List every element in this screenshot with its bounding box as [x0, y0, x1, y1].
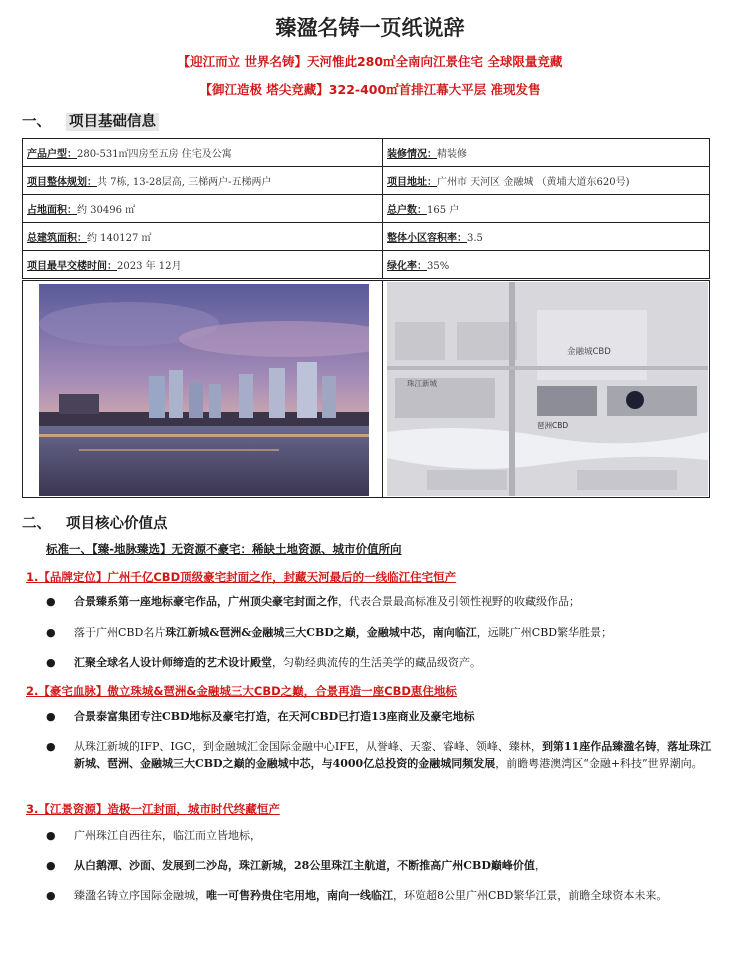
- cell-label: 整体小区容积率：: [387, 233, 467, 244]
- text: ，远眺广州CBD繁华胜景；: [476, 626, 613, 639]
- list-item: [46, 827, 712, 844]
- project-info-table: [22, 138, 710, 279]
- text: 从珠江新城的IFP、IGC，到金融城汇金国际金融中心IFE，从誉峰、天銮、睿峰、领峰、臻林，: [74, 740, 542, 753]
- bold-text: 珠江新城&琶洲&金融城三大CBD之巅，金融城中芯，南向临江: [165, 626, 477, 639]
- text: 臻溋名铸立序国际金融城，: [74, 889, 206, 902]
- table-cell: [23, 139, 383, 167]
- bold-text: 合景臻系第一座地标豪宅作品，广州顶尖豪宅封面之作: [74, 595, 338, 608]
- list-item-text: [74, 857, 712, 874]
- list-item-text: [74, 827, 712, 844]
- cell-label: 总户数：: [387, 205, 427, 216]
- cell-value: 280-531㎡四房至五房 住宅及公寓: [77, 149, 232, 160]
- table-cell: [383, 167, 710, 195]
- table-row: [23, 139, 710, 167]
- table-cell: [383, 251, 710, 279]
- bullet-icon: ●: [46, 829, 56, 842]
- point-heading-river-view: 3.【江景资源】造极一江封面，城市时代终藏恒产: [26, 802, 280, 816]
- cell-value: 约 30496 ㎡: [77, 205, 136, 216]
- text: ，前瞻粤港澳湾区“金融+科技”世界潮向。: [495, 757, 703, 770]
- bold-text: 唯一可售矜贵住宅用地，南向一线临江: [206, 889, 393, 902]
- table-row: [23, 195, 710, 223]
- list-item: [46, 887, 712, 904]
- text: ，匀勒经典流传的生活美学的藏品级资产。: [272, 656, 481, 669]
- page-title: 臻溋名铸一页纸说辞: [275, 16, 465, 40]
- table-cell: [23, 167, 383, 195]
- cell-value: 165 户: [427, 205, 460, 216]
- list-item-text: [74, 738, 712, 772]
- list-item-text: [74, 654, 712, 671]
- map-label-pazhou: 琶洲CBD: [537, 421, 569, 430]
- section-number: 一、: [22, 114, 51, 130]
- cell-value: 精装修: [437, 149, 467, 160]
- table-cell: [23, 251, 383, 279]
- divider: [382, 281, 383, 497]
- list-item: [46, 708, 712, 725]
- list-item-text: [74, 624, 712, 641]
- bold-text: 汇聚全球名人设计师缔造的艺术设计殿堂: [74, 656, 272, 669]
- cell-label: 占地面积：: [27, 205, 77, 216]
- cell-label: 项目地址：: [387, 177, 437, 188]
- table-cell: [383, 139, 710, 167]
- section-heading-core-values: [22, 512, 168, 533]
- cell-label: 总建筑面积：: [27, 233, 87, 244]
- map-label-jinrongcheng: 金融城CBD: [567, 347, 611, 357]
- bold-text: 到第11座作品臻溋名铸: [541, 740, 657, 753]
- table-cell: [23, 223, 383, 251]
- list-item-text: [74, 887, 712, 904]
- bullet-icon: ●: [46, 710, 56, 723]
- bold-text: 合景泰富集团专注CBD地标及豪宅打造，在天河CBD已打造13座商业及豪宅地标: [74, 710, 475, 723]
- standard-heading: 标准一、【臻-地脉臻选】无资源不豪宅：稀缺土地资源、城市价值所向: [46, 542, 402, 556]
- subtitle-primary: 【迎江而立 世界名铸】天河惟此280㎡全南向江景住宅 全球限量竞藏: [177, 54, 563, 69]
- location-map-image: [387, 282, 708, 496]
- project-rendering-image: [39, 284, 369, 496]
- cell-label: 项目整体规划：: [27, 177, 97, 188]
- bullet-icon: ●: [46, 740, 56, 753]
- section-title: 项目核心价值点: [66, 516, 168, 532]
- text: ，: [534, 859, 546, 872]
- cell-value: 共 7栋, 13-28层高, 三梯两户-五梯两户: [97, 177, 272, 188]
- table-row: [23, 251, 710, 279]
- table-cell: [383, 223, 710, 251]
- table-row: [23, 223, 710, 251]
- project-images-row: [22, 280, 710, 498]
- text: 落于广州CBD名片: [74, 626, 166, 639]
- cell-label: 产品户型：: [27, 149, 77, 160]
- point-heading-lineage: 2.【豪宅血脉】傲立珠城&琶洲&金融城三大CBD之巅，合景再造一座CBD恵住地标: [26, 684, 457, 698]
- text: ，代表合景最高标准及引领性视野的收藏级作品；: [338, 595, 580, 608]
- list-item-text: [74, 593, 712, 610]
- text: ，: [656, 740, 668, 753]
- cell-value: 2023 年 12月: [117, 261, 182, 272]
- bullet-icon: ●: [46, 859, 56, 872]
- list-item-text: [74, 708, 712, 725]
- list-item: [46, 624, 712, 641]
- section-number: 二、: [22, 516, 51, 532]
- cell-value: 3.5: [467, 233, 483, 244]
- text: 广州珠江自西往东，临江而立皆地标，: [74, 829, 261, 842]
- section-heading-basic-info: [22, 110, 159, 131]
- table-cell: [23, 195, 383, 223]
- cell-value: 广州市 天河区 金融城 （黄埔大道东620号): [437, 177, 630, 188]
- bullet-icon: ●: [46, 656, 56, 669]
- list-item: [46, 857, 712, 874]
- cell-label: 项目最早交楼时间：: [27, 261, 117, 272]
- list-item: [46, 654, 712, 671]
- text: ，环览超8公里广州CBD繁华江景，前瞻全球资本未来。: [393, 889, 668, 902]
- list-item: [46, 593, 712, 610]
- cell-value: 35%: [427, 261, 450, 272]
- cell-value: 约 140127 ㎡: [87, 233, 152, 244]
- list-item: [46, 738, 712, 772]
- subtitle-secondary: 【御江造极 塔尖竞藏】322-400㎡首排江幕大平层 准现发售: [199, 82, 541, 97]
- bold-text: 落址珠江新城、琶洲、金融城三大CBD之巅的金融城中芯，与4000亿总投资的金融城同频发展: [74, 740, 712, 770]
- bold-text: 从白鹅潭、沙面、发展到二沙岛，珠江新城，28公里珠江主航道，不断推高广州CBD巅峰价值: [74, 859, 535, 872]
- map-label-zhujiang: 珠江新城: [407, 379, 437, 388]
- bullet-icon: ●: [46, 889, 56, 902]
- bullet-icon: ●: [46, 595, 56, 608]
- cell-label: 绿化率：: [387, 261, 427, 272]
- table-cell: [383, 195, 710, 223]
- section-title: 项目基础信息: [66, 113, 159, 131]
- table-row: [23, 167, 710, 195]
- point-heading-brand: 1.【品牌定位】广州千亿CBD顶级豪宅封面之作，封藏天河最后的一线临江住宅恒产: [26, 570, 457, 584]
- cell-label: 装修情况：: [387, 149, 437, 160]
- bullet-icon: ●: [46, 626, 56, 639]
